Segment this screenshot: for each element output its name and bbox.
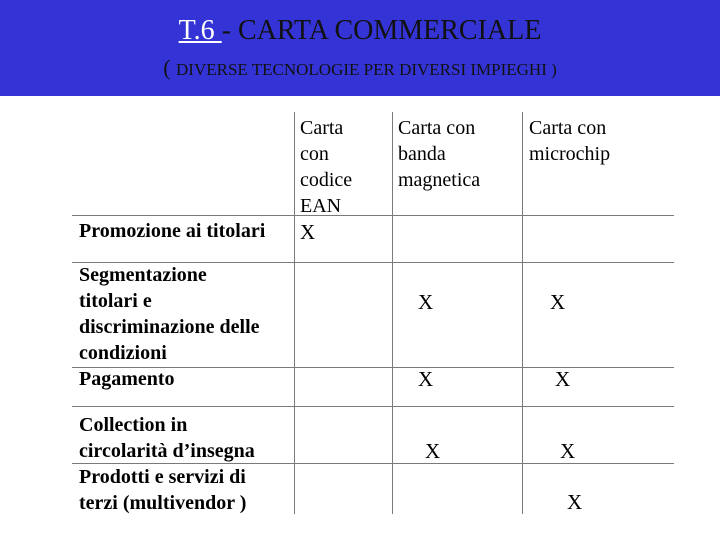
cell-mark: X	[555, 367, 571, 391]
title-link[interactable]: T.6	[178, 15, 222, 46]
cell-mark: X	[418, 290, 434, 314]
subtitle-text: DIVERSE TECNOLOGIE PER DIVERSI IMPIEGHI )	[176, 60, 557, 79]
column-divider	[522, 112, 523, 514]
cell-mark: X	[425, 439, 441, 463]
row-divider	[72, 215, 674, 216]
row-label-collection: Collection in circolarità d’insegna	[79, 414, 255, 462]
row-divider	[72, 406, 674, 407]
row-label-promozione: Promozione ai titolari	[79, 220, 266, 242]
column-header-ean: Carta con codice EAN	[300, 117, 353, 217]
cell-mark: X	[418, 367, 434, 391]
cell-mark: X	[567, 490, 583, 514]
cell-mark: X	[560, 439, 576, 463]
row-label-pagamento: Pagamento	[79, 368, 175, 390]
column-header-magnetica: Carta con banda magnetica	[398, 117, 481, 191]
title-text: - CARTA COMMERCIALE	[221, 15, 542, 46]
subtitle-paren: (	[163, 55, 177, 80]
column-header-microchip: Carta con microchip	[529, 117, 611, 165]
column-divider	[392, 112, 393, 514]
cell-mark: X	[550, 290, 566, 314]
row-label-prodotti: Prodotti e servizi di terzi (multivendor )	[79, 466, 247, 514]
cell-mark: X	[300, 220, 316, 244]
column-divider	[294, 112, 295, 514]
row-label-segmentazione: Segmentazione titolari e discriminazione delle condizioni	[79, 264, 260, 364]
